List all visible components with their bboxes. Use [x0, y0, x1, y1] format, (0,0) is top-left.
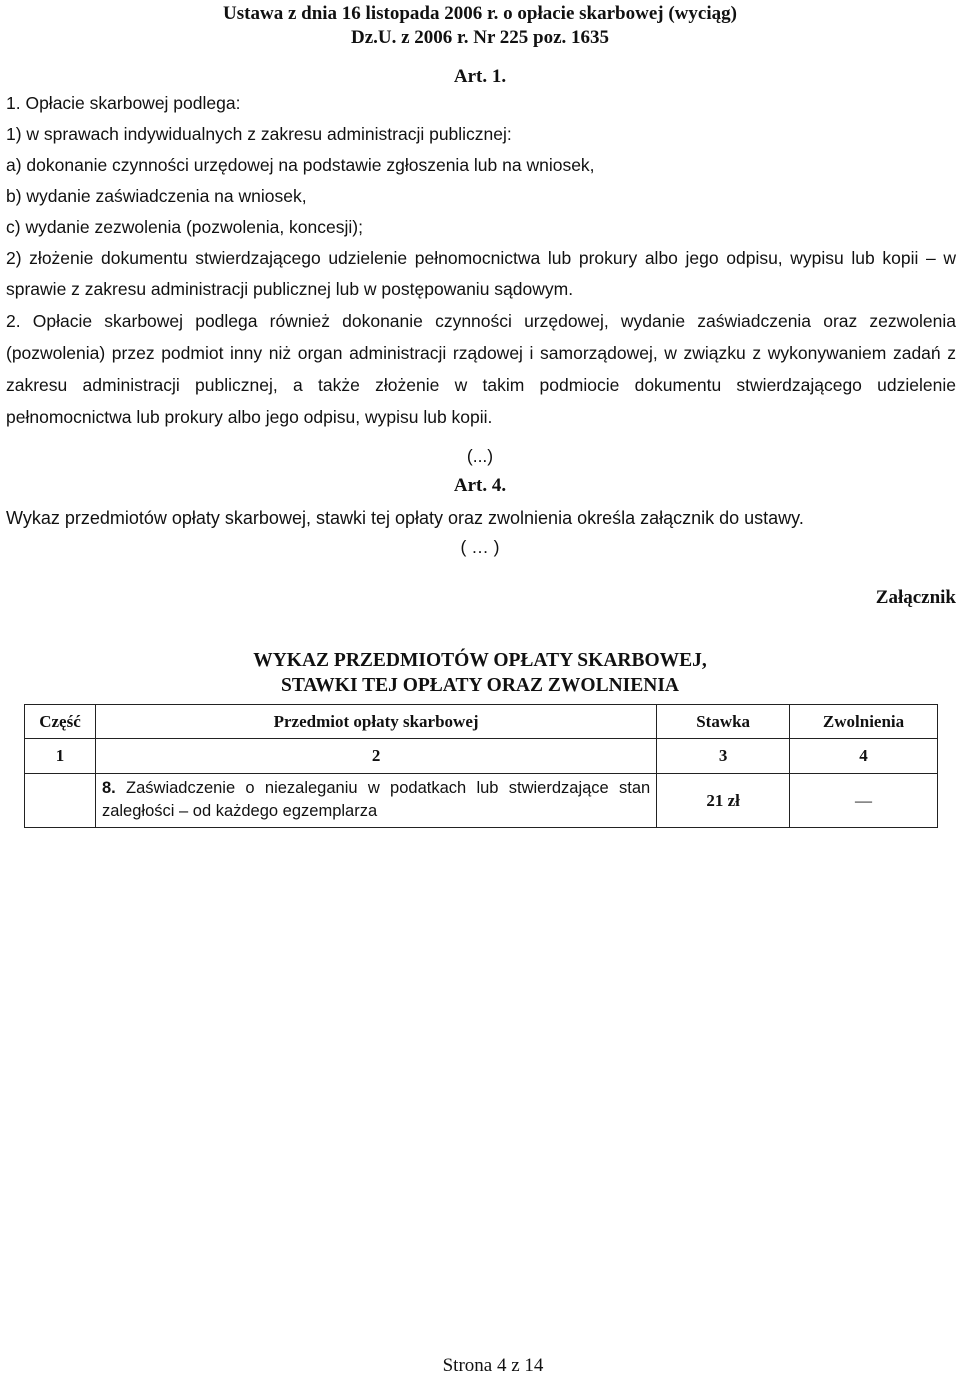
fee-table	[24, 704, 938, 828]
ellipsis-2: ( … )	[460, 537, 500, 557]
document-source: Dz.U. z 2006 r. Nr 225 poz. 1635	[350, 27, 610, 48]
row-subject-cell	[95, 774, 656, 828]
ellipsis-1: (...)	[466, 446, 494, 466]
article-1-title: Art. 1.	[453, 66, 507, 87]
column-number-4: 4	[790, 739, 938, 774]
point-a: a) dokonanie czynności urzędowej na podstawie zgłoszenia lub na wniosek,	[6, 155, 595, 175]
column-number-2: 2	[95, 739, 656, 774]
paragraph-1-intro: 1. Opłacie skarbowej podlega:	[6, 93, 241, 113]
document-header	[0, 2, 960, 50]
attachment-label: Załącznik	[875, 587, 956, 608]
header-subject: Przedmiot opłaty skarbowej	[95, 705, 656, 739]
article-4-text: Wykaz przedmiotów opłaty skarbowej, stawki tej opłaty oraz zwolnienia określa załącznik do ustawy.	[6, 508, 804, 528]
item-number: 8.	[101, 779, 116, 797]
table-row	[25, 774, 938, 828]
header-part: Część	[25, 705, 96, 739]
column-number-row	[25, 739, 938, 774]
point-b: b) wydanie zaświadczenia na wniosek,	[6, 186, 307, 206]
paragraph-2: 2. Opłacie skarbowej podlega również dokonanie czynności urzędowej, wydanie zaświadczenia oraz zezwolenia (pozwolenia) przez podmiot inny niż organ administracji rządowej i samorządowej, w związku z wykonywaniem zadań z zakresu administracji publicznej, a także złożenie w takim podmiocie dokumentu stwierdzającego udzielenie pełnomocnictwa lub prokury albo jego odpisu, wypisu lub kopii.	[6, 311, 956, 427]
column-number-1: 1	[25, 739, 96, 774]
wykaz-title-line-1: WYKAZ PRZEDMIOTÓW OPŁATY SKARBOWEJ,	[253, 650, 707, 671]
point-1: 1) w sprawach indywidualnych z zakresu administracji publicznej:	[6, 124, 512, 144]
column-number-3: 3	[657, 739, 790, 774]
article-1-body	[6, 88, 956, 433]
document-title: Ustawa z dnia 16 listopada 2006 r. o opłacie skarbowej (wyciąg)	[223, 3, 737, 24]
row-exemption-cell: —	[790, 774, 938, 828]
header-rate: Stawka	[657, 705, 790, 739]
item-text: Zaświadczenie o niezaleganiu w podatkach lub stwierdzające stan zaległości – od każdego egzemplarza	[101, 779, 651, 820]
article-4-title: Art. 4.	[453, 475, 507, 496]
wykaz-title-line-2: STAWKI TEJ OPŁATY ORAZ ZWOLNIENIA	[280, 675, 680, 696]
point-c: c) wydanie zezwolenia (pozwolenia, koncesji);	[6, 217, 363, 237]
table-header-row	[25, 705, 938, 739]
row-rate-cell: 21 zł	[657, 774, 790, 828]
wykaz-title	[0, 648, 960, 698]
row-part-cell	[25, 774, 96, 828]
point-2: 2) złożenie dokumentu stwierdzającego udzielenie pełnomocnictwa lub prokury albo jego odpisu, wypisu lub kopii – w sprawie z zakresu administracji publicznej lub w postępowaniu sądowym.	[6, 248, 956, 299]
page-number: Strona 4 z 14	[442, 1355, 544, 1376]
header-exemptions: Zwolnienia	[790, 705, 938, 739]
